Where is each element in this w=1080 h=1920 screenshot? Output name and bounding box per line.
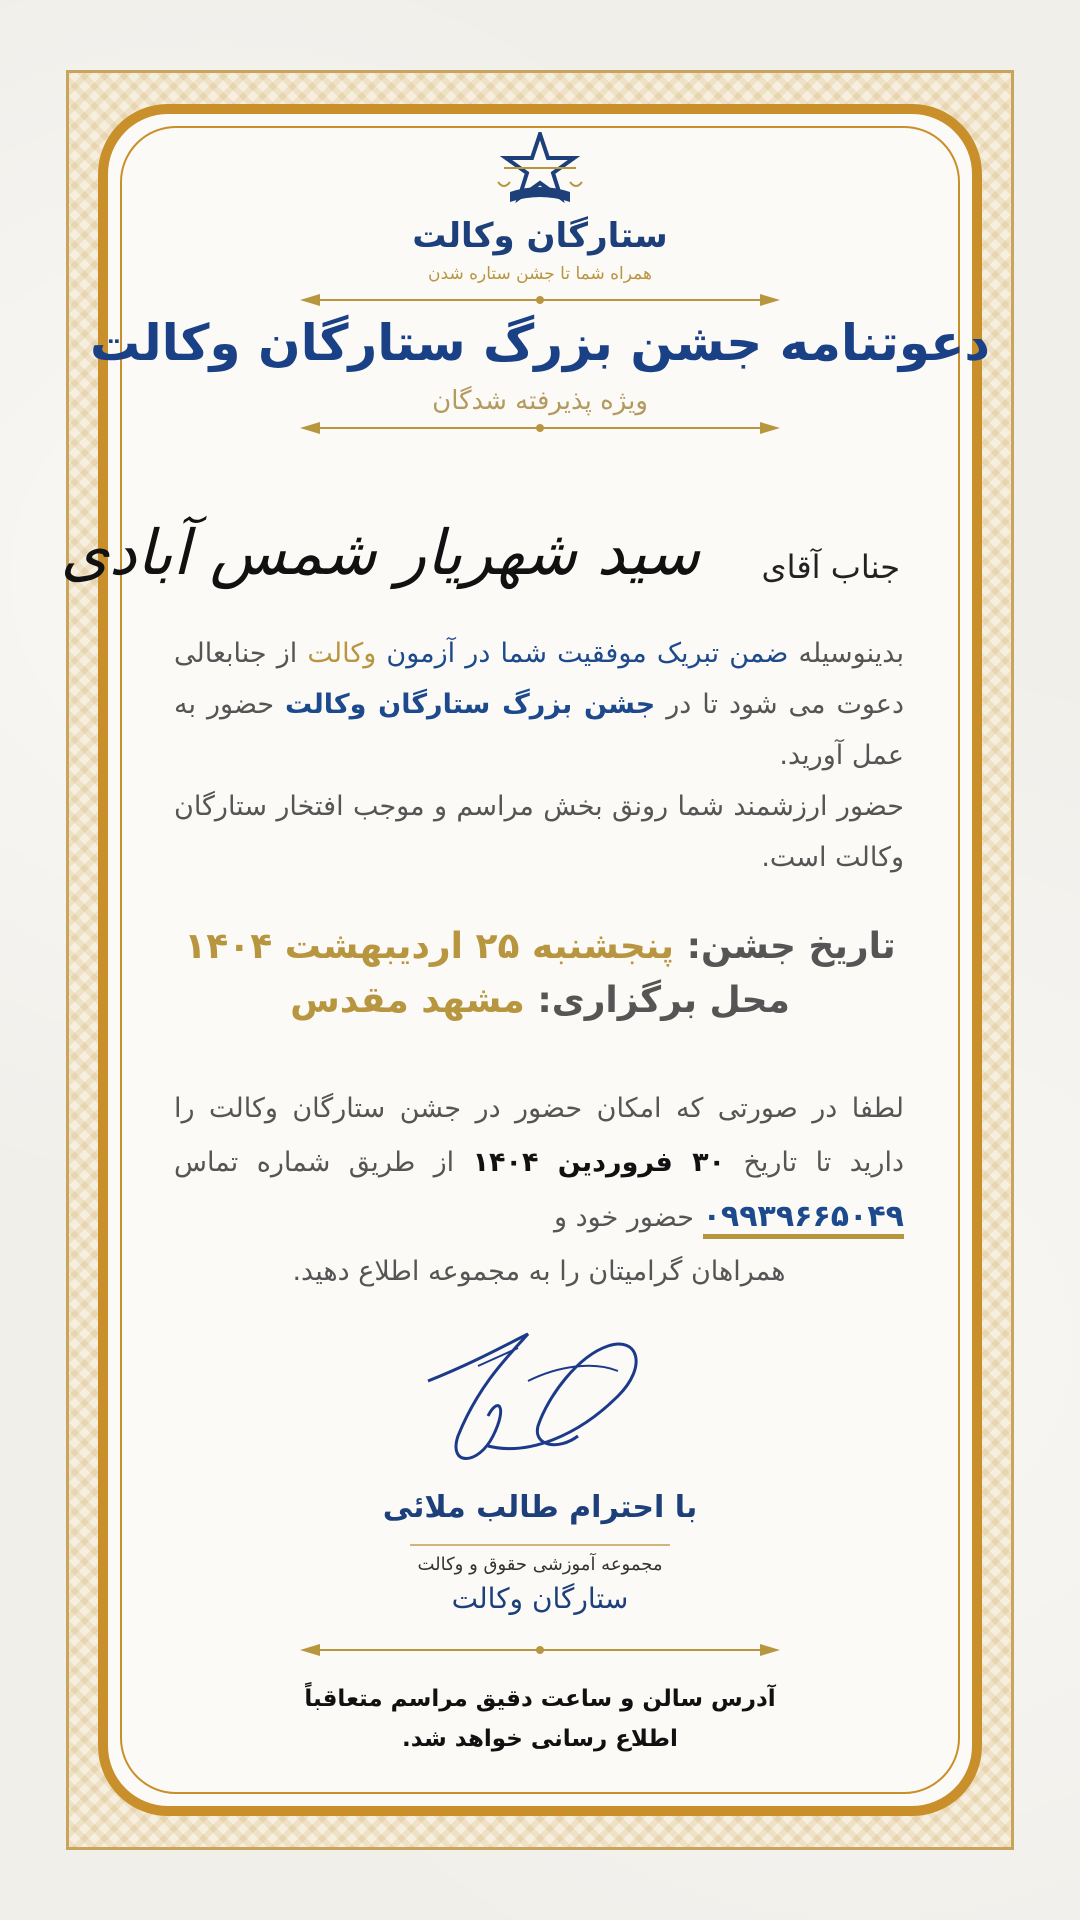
ornamental-divider-bottom <box>290 418 790 438</box>
star-scales-book-icon <box>490 132 590 212</box>
rsvp-text-4: همراهان گرامیتان را به مجموعه اطلاع دهید. <box>292 1256 786 1287</box>
event-place <box>0 980 1080 1021</box>
invitation-title: دعوتنامه جشن بزرگ ستارگان وکالت <box>89 314 991 372</box>
invitation-body <box>174 628 904 883</box>
rsvp-phone-number[interactable]: ۰۹۹۳۹۶۶۵۰۴۹ <box>703 1199 904 1239</box>
ornamental-divider-top <box>290 290 790 310</box>
rsvp-paragraph <box>174 1082 904 1299</box>
invitation-subtitle: ویژه پذیرفته شدگان <box>432 386 648 416</box>
event-date-value: پنجشنبه ۲۵ اردیبهشت ۱۴۰۴ <box>184 926 675 967</box>
guest-name: سید شهریار شمس آبادی <box>60 516 700 589</box>
body-highlight-exam: وکالت <box>307 638 387 669</box>
body-paragraph-2: حضور ارزشمند شما رونق بخش مراسم و موجب افتخار ستارگان وکالت است. <box>174 791 904 873</box>
event-place-label: محل برگزاری: <box>537 980 790 1021</box>
body-highlight-event: جشن بزرگ ستارگان وکالت <box>285 689 656 720</box>
body-text-3: حضور به عمل آورید. <box>174 689 904 771</box>
organization-name: ستارگان وکالت <box>451 1582 629 1615</box>
rsvp-text-3: حضور خود و <box>554 1202 703 1233</box>
event-date <box>0 926 1080 967</box>
footer-line-2: اطلاع رسانی خواهد شد. <box>402 1726 678 1752</box>
body-text-1: بدینوسیله <box>788 638 904 669</box>
rsvp-text-2: از طریق شماره تماس <box>174 1147 473 1178</box>
event-date-label: تاریخ جشن: <box>686 926 896 967</box>
rsvp-deadline: ۳۰ فروردین ۱۴۰۴ <box>472 1147 726 1178</box>
body-text-2: از جنابعالی دعوت می شود تا در <box>174 638 904 720</box>
handwritten-signature-icon <box>418 1326 662 1476</box>
signature-underline <box>410 1544 670 1546</box>
footer-line-1: آدرس سالن و ساعت دقیق مراسم متعاقباً <box>304 1686 776 1712</box>
event-place-value: مشهد مقدس <box>290 980 525 1021</box>
salutation: جناب آقای <box>761 548 900 586</box>
signatory-regards: با احترام طالب ملائی <box>382 1490 698 1525</box>
brand-tagline: همراه شما تا جشن ستاره شدن <box>428 264 652 284</box>
rsvp-text-1: لطفا در صورتی که امکان حضور در جشن ستارگان وکالت را دارید تا تاریخ <box>174 1093 904 1178</box>
body-highlight-congrats: ضمن تبریک موفقیت شما در آزمون <box>386 638 789 669</box>
ornamental-divider-footer <box>290 1640 790 1660</box>
organization-subtitle: مجموعه آموزشی حقوق و وکالت <box>417 1554 663 1575</box>
brand-name: ستارگان وکالت <box>412 216 668 256</box>
